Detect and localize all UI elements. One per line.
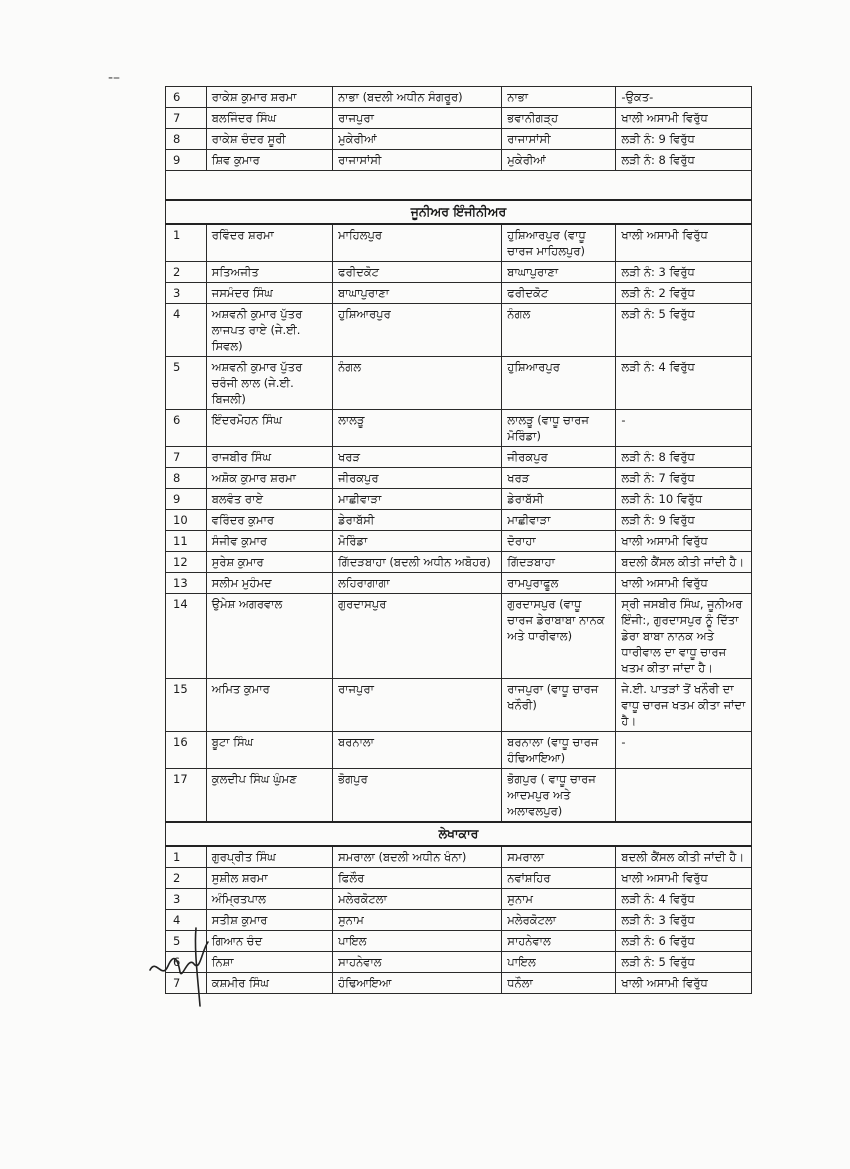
new-station-cell: ਗੁਰਦਾਸਪੁਰ (ਵਾਧੂ ਚਾਰਜ ਡੇਰਾਬਾਬਾ ਨਾਨਕ ਅਤੇ ਧਾਰੀਵਾਲ) [502,594,616,679]
table-row [166,769,752,823]
employee-name-cell: ਵਰਿੰਦਰ ਕੁਮਾਰ [206,510,332,531]
section-heading-row [166,200,752,224]
remarks-cell: ਲੜੀ ਨੰ: 5 ਵਿਰੁੱਧ [616,952,752,973]
table-row [166,910,752,931]
remarks-cell: ਖਾਲੀ ਅਸਾਮੀ ਵਿਰੁੱਧ [616,868,752,889]
current-station-cell: ਰਾਜਪੁਰਾ [333,679,502,732]
serial-number-cell: 11 [166,531,207,552]
remarks-cell: ਲੜੀ ਨੰ: 8 ਵਿਰੁੱਧ [616,150,752,171]
new-station-cell: ਗਿੱਦੜਬਾਹਾ [502,552,616,573]
current-station-cell: ਸਾਹਨੇਵਾਲ [333,952,502,973]
remarks-cell: -ਉਕਤ- [616,87,752,108]
table-row [166,283,752,304]
employee-name-cell: ਇੰਦਰਮੋਹਨ ਸਿੰਘ [206,410,332,447]
serial-number-cell: 7 [166,108,207,129]
new-station-cell: ਸਾਹਨੇਵਾਲ [502,931,616,952]
table-row [166,262,752,283]
table-row [166,952,752,973]
serial-number-cell: 6 [166,87,207,108]
remarks-cell [616,769,752,823]
table-row [166,573,752,594]
current-station-cell: ਡੇਰਾਬੱਸੀ [333,510,502,531]
employee-name-cell: ਅਸ਼ਵਨੀ ਕੁਮਾਰ ਪੁੱਤਰ ਚਰੰਜੀ ਲਾਲ (ਜੇ.ਈ. ਬਿਜਲੀ) [206,357,332,410]
current-station-cell: ਗਿੱਦੜਬਾਹਾ (ਬਦਲੀ ਅਧੀਨ ਅਬੋਹਰ) [333,552,502,573]
current-station-cell: ਮੁਕੇਰੀਆਂ [333,129,502,150]
new-station-cell: ਲਾਲੜੂ (ਵਾਧੂ ਚਾਰਜ ਮੋਰਿੰਡਾ) [502,410,616,447]
current-station-cell: ਖਰੜ [333,447,502,468]
table-row [166,732,752,769]
new-station-cell: ਹੁਸ਼ਿਆਰਪੁਰ (ਵਾਧੂ ਚਾਰਜ ਮਾਹਿਲਪੁਰ) [502,224,616,262]
serial-number-cell: 6 [166,410,207,447]
employee-name-cell: ਅਮਿਤ ਕੁਮਾਰ [206,679,332,732]
serial-number-cell: 6 [166,952,207,973]
current-station-cell: ਮਾਹਿਲਪੁਰ [333,224,502,262]
new-station-cell: ਭਵਾਨੀਗੜ੍ਹ [502,108,616,129]
remarks-cell: - [616,410,752,447]
employee-name-cell: ਕੁਲਦੀਪ ਸਿੰਘ ਘੁੰਮਣ [206,769,332,823]
new-station-cell: ਪਾਇਲ [502,952,616,973]
table-row [166,224,752,262]
new-station-cell: ਧਨੌਲਾ [502,973,616,994]
current-station-cell: ਸਮਰਾਲਾ (ਬਦਲੀ ਅਧੀਨ ਖੰਨਾ) [333,846,502,868]
serial-number-cell: 13 [166,573,207,594]
current-station-cell: ਬਰਨਾਲਾ [333,732,502,769]
current-station-cell: ਲਹਿਰਾਗਾਗਾ [333,573,502,594]
new-station-cell: ਨਵਾਂਸ਼ਹਿਰ [502,868,616,889]
employee-name-cell: ਰਵਿੰਦਰ ਸ਼ਰਮਾ [206,224,332,262]
remarks-cell: ਲੜੀ ਨੰ: 9 ਵਿਰੁੱਧ [616,129,752,150]
table-row [166,129,752,150]
remarks-cell: ਲੜੀ ਨੰ: 6 ਵਿਰੁੱਧ [616,931,752,952]
current-station-cell: ਭੋਗਪੁਰ [333,769,502,823]
remarks-cell: ਖਾਲੀ ਅਸਾਮੀ ਵਿਰੁੱਧ [616,573,752,594]
table-row [166,410,752,447]
current-station-cell: ਨਾਭਾ (ਬਦਲੀ ਅਧੀਨ ਸੰਗਰੂਰ) [333,87,502,108]
employee-name-cell: ਬਲਜਿੰਦਰ ਸਿੰਘ [206,108,332,129]
serial-number-cell: 5 [166,931,207,952]
serial-number-cell: 2 [166,262,207,283]
current-station-cell: ਹੰਢਿਆਇਆ [333,973,502,994]
serial-number-cell: 17 [166,769,207,823]
table-body-junior-engineer [166,224,752,822]
table-row [166,510,752,531]
employee-name-cell: ਗੁਰਪ੍ਰੀਤ ਸਿੰਘ [206,846,332,868]
new-station-cell: ਭੋਗਪੁਰ ( ਵਾਧੂ ਚਾਰਜ ਆਦਮਪੁਰ ਅਤੇ ਅਲਾਵਲਪੁਰ) [502,769,616,823]
current-station-cell: ਮਾਛੀਵਾੜਾ [333,489,502,510]
new-station-cell: ਫਰੀਦਕੋਟ [502,283,616,304]
table-row [166,868,752,889]
employee-name-cell: ਉਮੇਸ਼ ਅਗਰਵਾਲ [206,594,332,679]
serial-number-cell: 3 [166,283,207,304]
serial-number-cell: 16 [166,732,207,769]
table-row [166,87,752,108]
employee-name-cell: ਰਾਜਬੀਰ ਸਿੰਘ [206,447,332,468]
table-row [166,531,752,552]
serial-number-cell: 7 [166,447,207,468]
new-station-cell: ਦੋਰਾਹਾ [502,531,616,552]
section-heading-row [166,822,752,846]
table-row [166,889,752,910]
remarks-cell: ਖਾਲੀ ਅਸਾਮੀ ਵਿਰੁੱਧ [616,224,752,262]
serial-number-cell: 9 [166,150,207,171]
new-station-cell: ਖਰੜ [502,468,616,489]
serial-number-cell: 1 [166,846,207,868]
employee-name-cell: ਸੰਜੀਵ ਕੁਮਾਰ [206,531,332,552]
current-station-cell: ਲਾਲੜੂ [333,410,502,447]
new-station-cell: ਰਾਮਪੁਰਾਫੂਲ [502,573,616,594]
serial-number-cell: 8 [166,129,207,150]
current-station-cell: ਬਾਘਾਪੁਰਾਣਾ [333,283,502,304]
employee-name-cell: ਬੂਟਾ ਸਿੰਘ [206,732,332,769]
table-row [166,150,752,171]
remarks-cell: ਬਦਲੀ ਕੈਂਸਲ ਕੀਤੀ ਜਾਂਦੀ ਹੈ। [616,846,752,868]
table-body-accountant [166,846,752,994]
employee-name-cell: ਸੁਸ਼ੀਲ ਸ਼ਰਮਾ [206,868,332,889]
employee-name-cell: ਰਾਕੇਸ਼ ਕੁਮਾਰ ਸ਼ਰਮਾ [206,87,332,108]
table-row [166,468,752,489]
remarks-cell: ਖਾਲੀ ਅਸਾਮੀ ਵਿਰੁੱਧ [616,973,752,994]
table-row [166,594,752,679]
table-body-continuation [166,87,752,171]
table-row [166,679,752,732]
new-station-cell: ਨਾਭਾ [502,87,616,108]
table-row [166,357,752,410]
remarks-cell: ਲੜੀ ਨੰ: 4 ਵਿਰੁੱਧ [616,357,752,410]
handwritten-signature [142,920,222,1010]
table-row [166,552,752,573]
remarks-cell: ਲੜੀ ਨੰ: 3 ਵਿਰੁੱਧ [616,910,752,931]
table-row [166,931,752,952]
remarks-cell: ਖਾਲੀ ਅਸਾਮੀ ਵਿਰੁੱਧ [616,108,752,129]
remarks-cell: ਲੜੀ ਨੰ: 5 ਵਿਰੁੱਧ [616,304,752,357]
serial-number-cell: 10 [166,510,207,531]
remarks-cell: ਸ੍ਰੀ ਜਸਬੀਰ ਸਿੰਘ, ਜੂਨੀਅਰ ਇੰਜੀ:, ਗੁਰਦਾਸਪੁਰ ਨੂੰ ਦਿੱਤਾ ਡੇਰਾ ਬਾਬਾ ਨਾਨਕ ਅਤੇ ਧਾਰੀਵਾਲ ਦਾ ਵਾਧੂ ਚਾਰਜ ਖਤਮ ਕੀਤਾ ਜਾਂਦਾ ਹੈ। [616,594,752,679]
remarks-cell: ਲੜੀ ਨੰ: 2 ਵਿਰੁੱਧ [616,283,752,304]
remarks-cell: ਲੜੀ ਨੰ: 3 ਵਿਰੁੱਧ [616,262,752,283]
current-station-cell: ਗੁਰਦਾਸਪੁਰ [333,594,502,679]
employee-name-cell: ਰਾਕੇਸ਼ ਚੰਦਰ ਸੂਰੀ [206,129,332,150]
new-station-cell: ਮੁਕੇਰੀਆਂ [502,150,616,171]
section-heading-junior-engineer: ਜੂਨੀਅਰ ਇੰਜੀਨੀਅਰ [166,200,752,224]
employee-name-cell: ਕਸ਼ਮੀਰ ਸਿੰਘ [206,973,332,994]
current-station-cell: ਰਾਜਾਸਾਂਸੀ [333,150,502,171]
new-station-cell: ਬਾਘਾਪੁਰਾਣਾ [502,262,616,283]
serial-number-cell: 12 [166,552,207,573]
employee-name-cell: ਅਸ਼ੋਕ ਕੁਮਾਰ ਸ਼ਰਮਾ [206,468,332,489]
table-row [166,846,752,868]
employee-name-cell: ਅੰਮ੍ਰਿਤਪਾਲ [206,889,332,910]
current-station-cell: ਫਿਲੌਰ [333,868,502,889]
current-station-cell: ਸੁਨਾਮ [333,910,502,931]
current-station-cell: ਮਲੇਰਕੋਟਲਾ [333,889,502,910]
remarks-cell: - [616,732,752,769]
remarks-cell: ਲੜੀ ਨੰ: 10 ਵਿਰੁੱਧ [616,489,752,510]
employee-name-cell: ਜਸਮੰਦਰ ਸਿੰਘ [206,283,332,304]
serial-number-cell: 9 [166,489,207,510]
remarks-cell: ਲੜੀ ਨੰ: 8 ਵਿਰੁੱਧ [616,447,752,468]
remarks-cell: ਜੇ.ਈ. ਪਾਤੜਾਂ ਤੋਂ ਖਨੌਰੀ ਦਾ ਵਾਧੂ ਚਾਰਜ ਖਤਮ ਕੀਤਾ ਜਾਂਦਾ ਹੈ। [616,679,752,732]
employee-name-cell: ਬਲਵੰਤ ਰਾਏ [206,489,332,510]
serial-number-cell: 4 [166,304,207,357]
employee-name-cell: ਅਸ਼ਵਨੀ ਕੁਮਾਰ ਪੁੱਤਰ ਲਾਜਪਤ ਰਾਏ (ਜੇ.ਈ. ਸਿਵਲ) [206,304,332,357]
new-station-cell: ਡੇਰਾਬੱਸੀ [502,489,616,510]
new-station-cell: ਸੁਨਾਮ [502,889,616,910]
new-station-cell: ਸਮਰਾਲਾ [502,846,616,868]
serial-number-cell: 14 [166,594,207,679]
section-accountant [166,822,752,846]
remarks-cell: ਲੜੀ ਨੰ: 4 ਵਿਰੁੱਧ [616,889,752,910]
section-junior-engineer [166,171,752,225]
table-row [166,108,752,129]
current-station-cell: ਮੋਰਿੰਡਾ [333,531,502,552]
new-station-cell: ਜੀਰਕਪੁਰ [502,447,616,468]
serial-number-cell: 15 [166,679,207,732]
employee-name-cell: ਗਿਆਨ ਚੰਦ [206,931,332,952]
current-station-cell: ਨੰਗਲ [333,357,502,410]
margin-mark: -– [108,70,121,86]
employee-name-cell: ਸਤੀਸ਼ ਕੁਮਾਰ [206,910,332,931]
transfer-table [165,86,752,994]
serial-number-cell: 2 [166,868,207,889]
serial-number-cell: 7 [166,973,207,994]
remarks-cell: ਲੜੀ ਨੰ: 9 ਵਿਰੁੱਧ [616,510,752,531]
table-row [166,489,752,510]
section-heading-accountant: ਲੇਖਾਕਾਰ [166,822,752,846]
new-station-cell: ਨੰਗਲ [502,304,616,357]
current-station-cell: ਰਾਜਪੁਰਾ [333,108,502,129]
new-station-cell: ਰਾਜਪੁਰਾ (ਵਾਧੂ ਚਾਰਜ ਖਨੌਰੀ) [502,679,616,732]
employee-name-cell: ਨਿਸ਼ਾ [206,952,332,973]
serial-number-cell: 1 [166,224,207,262]
new-station-cell: ਮਾਛੀਵਾੜਾ [502,510,616,531]
remarks-cell: ਲੜੀ ਨੰ: 7 ਵਿਰੁੱਧ [616,468,752,489]
employee-name-cell: ਸਲੀਮ ਮੁਹੰਮਦ [206,573,332,594]
serial-number-cell: 3 [166,889,207,910]
new-station-cell: ਮਲੇਰਕੋਟਲਾ [502,910,616,931]
remarks-cell: ਖਾਲੀ ਅਸਾਮੀ ਵਿਰੁੱਧ [616,531,752,552]
new-station-cell: ਹੁਸ਼ਿਆਰਪੁਰ [502,357,616,410]
current-station-cell: ਫਰੀਦਕੋਟ [333,262,502,283]
serial-number-cell: 8 [166,468,207,489]
new-station-cell: ਰਾਜਾਸਾਂਸੀ [502,129,616,150]
current-station-cell: ਪਾਇਲ [333,931,502,952]
current-station-cell: ਜੀਰਕਪੁਰ [333,468,502,489]
new-station-cell: ਬਰਨਾਲਾ (ਵਾਧੂ ਚਾਰਜ ਹੰਢਿਆਇਆ) [502,732,616,769]
table-row [166,304,752,357]
remarks-cell: ਬਦਲੀ ਕੈਂਸਲ ਕੀਤੀ ਜਾਂਦੀ ਹੈ। [616,552,752,573]
table-row [166,973,752,994]
table-row [166,447,752,468]
serial-number-cell: 5 [166,357,207,410]
serial-number-cell: 4 [166,910,207,931]
employee-name-cell: ਸੁਰੇਸ਼ ਕੁਮਾਰ [206,552,332,573]
section-spacer [166,171,752,201]
employee-name-cell: ਸ਼ਿਵ ਕੁਮਾਰ [206,150,332,171]
employee-name-cell: ਸਤਿਅਜੀਤ [206,262,332,283]
current-station-cell: ਹੁਸ਼ਿਆਰਪੁਰ [333,304,502,357]
